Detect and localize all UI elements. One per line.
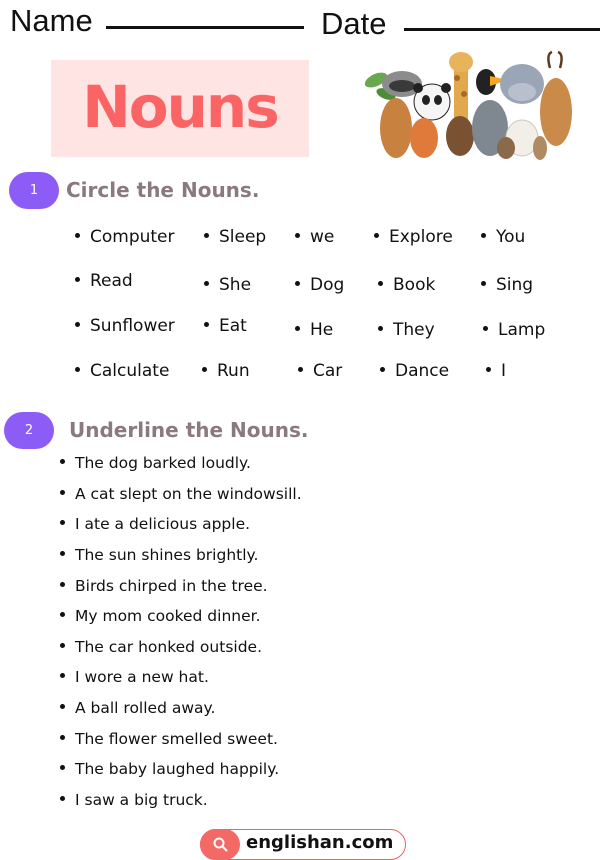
small-monkey-shape xyxy=(497,137,515,159)
word-item: They xyxy=(378,320,435,340)
sentence-item: The flower smelled sweet. xyxy=(60,730,278,748)
word-item: She xyxy=(204,275,251,295)
section-number-badge: 1 xyxy=(9,172,59,209)
name-line xyxy=(106,26,304,29)
word-item: Car xyxy=(298,361,342,381)
sentence-item: I wore a new hat. xyxy=(60,668,209,686)
sentence-item: A ball rolled away. xyxy=(60,699,215,717)
sentence-item: Birds chirped in the tree. xyxy=(60,577,268,595)
word-item: Eat xyxy=(204,316,247,336)
date-label: Date xyxy=(321,6,387,41)
antelope-horns xyxy=(548,52,561,68)
word-item: Read xyxy=(75,271,133,291)
animals-illustration xyxy=(362,50,578,162)
antelope-shape xyxy=(540,78,572,146)
monkey-shape xyxy=(446,116,474,156)
word-item: Run xyxy=(202,361,250,381)
kangaroo-shape xyxy=(380,98,412,158)
word-item: Dance xyxy=(380,361,449,381)
section-number-badge: 2 xyxy=(4,412,54,449)
sentence-item: I saw a big truck. xyxy=(60,791,208,809)
footer-site-link[interactable]: englishan.com xyxy=(246,832,394,853)
word-item: Lamp xyxy=(483,320,545,340)
sentence-item: The dog barked loudly. xyxy=(60,454,251,472)
word-item: Explore xyxy=(374,227,453,247)
sentence-item: A cat slept on the windowsill. xyxy=(60,485,302,503)
search-icon xyxy=(212,836,229,853)
sentence-item: The sun shines brightly. xyxy=(60,546,258,564)
date-line xyxy=(404,28,600,31)
word-item: He xyxy=(295,320,333,340)
word-item: Calculate xyxy=(75,361,169,381)
word-item: Sleep xyxy=(204,227,266,247)
word-item: You xyxy=(481,227,525,247)
section-title: Circle the Nouns. xyxy=(66,178,260,202)
section-title: Underline the Nouns. xyxy=(69,418,309,442)
meerkat-shape xyxy=(533,136,547,160)
word-item: we xyxy=(295,227,334,247)
word-item: Book xyxy=(378,275,435,295)
word-item: I xyxy=(486,361,506,381)
name-label: Name xyxy=(10,3,93,38)
page-title: Nouns xyxy=(82,73,278,141)
sentence-item: The baby laughed happily. xyxy=(60,760,279,778)
word-item: Computer xyxy=(75,227,175,247)
word-item: Sing xyxy=(481,275,533,295)
sentence-item: My mom cooked dinner. xyxy=(60,607,261,625)
word-item: Dog xyxy=(295,275,344,295)
fox-shape xyxy=(410,118,438,158)
word-item: Sunflower xyxy=(75,316,175,336)
sentence-item: I ate a delicious apple. xyxy=(60,515,250,533)
sentence-item: The car honked outside. xyxy=(60,638,262,656)
